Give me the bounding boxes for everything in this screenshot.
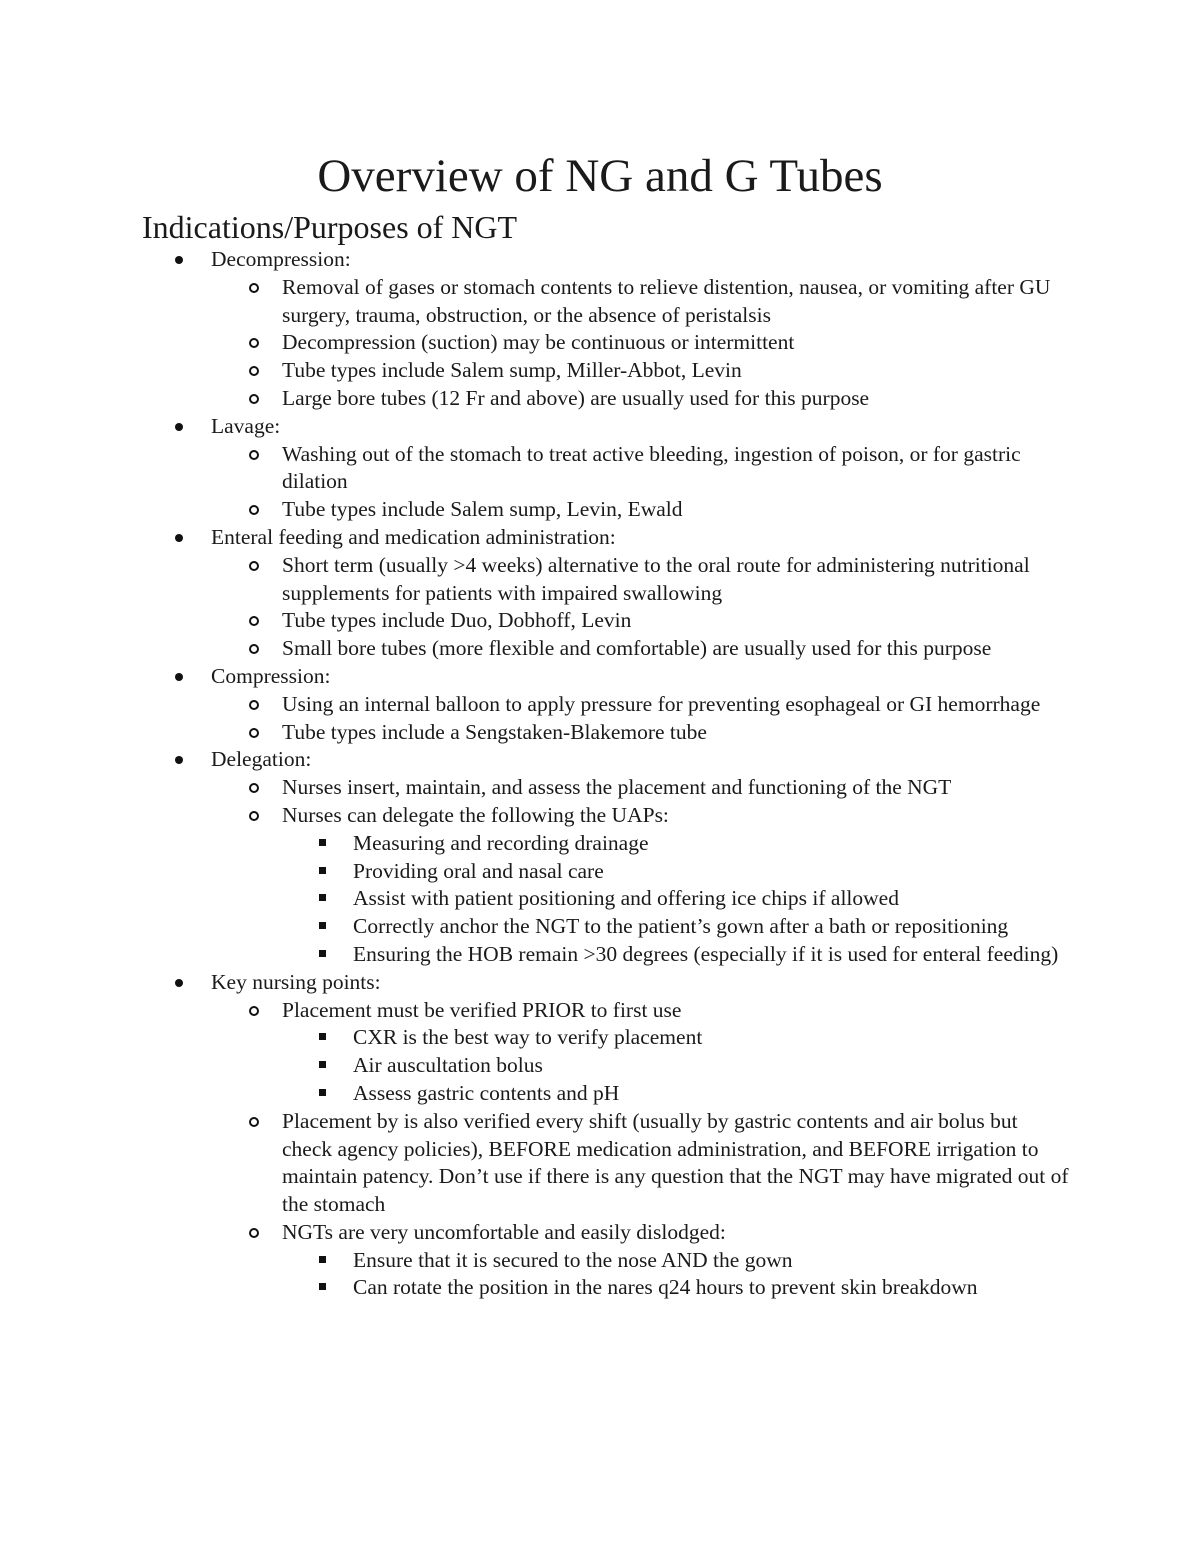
sub-list-item-text: Tube types include Salem sump, Miller-Abbot, Levin — [282, 358, 742, 383]
list-item — [0, 413, 1200, 524]
sub-list-item-text: Tube types include Salem sump, Levin, Ewald — [282, 497, 683, 522]
sub-list-item-text: Nurses insert, maintain, and assess the placement and functioning of the NGT — [282, 775, 952, 800]
list-item-label: Delegation: — [211, 747, 312, 772]
sub-list-item-text: Small bore tubes (more flexible and comfortable) are usually used for this purpose — [282, 636, 992, 661]
bullet-circle-icon — [249, 338, 259, 348]
sub-list — [0, 774, 1200, 969]
sub-list-item — [0, 274, 1200, 330]
sub-list-item — [0, 607, 1200, 635]
sub-list-item — [0, 1219, 1200, 1302]
bullet-square-icon — [319, 894, 326, 901]
bullet-square-icon — [319, 922, 326, 929]
bullet-circle-icon — [249, 394, 259, 404]
sub-list-item-text: Decompression (suction) may be continuous or intermittent — [282, 330, 795, 355]
sub-list-item — [0, 719, 1200, 747]
sub-sub-list-item-text: CXR is the best way to verify placement — [353, 1025, 703, 1050]
list-item — [0, 524, 1200, 663]
sub-sub-list-item-text: Providing oral and nasal care — [353, 858, 604, 883]
sub-sub-list-item-text: Correctly anchor the NGT to the patient’s gown after a bath or repositioning — [353, 914, 1009, 939]
sub-list-item — [0, 329, 1200, 357]
bullet-disc-icon — [175, 423, 183, 431]
sub-sub-list-item — [0, 830, 1200, 858]
sub-sub-list-item — [0, 913, 1200, 941]
sub-list — [0, 691, 1200, 747]
bullet-circle-icon — [249, 283, 259, 293]
bullet-circle-icon — [249, 561, 259, 571]
sub-list-item — [0, 552, 1200, 608]
bullet-circle-icon — [249, 728, 259, 738]
sub-list-item-text: Placement must be verified PRIOR to first use — [282, 997, 682, 1022]
sub-list-item — [0, 997, 1200, 1108]
sub-list-item-text: Short term (usually >4 weeks) alternative to the oral route for administering nutritional supplements for patients with impaired swallowing — [282, 552, 1030, 605]
bullet-square-icon — [319, 1283, 326, 1290]
sub-list-item — [0, 691, 1200, 719]
sub-sub-list-item — [0, 1274, 1200, 1302]
sub-list — [0, 274, 1200, 413]
page-title: Overview of NG and G Tubes — [317, 150, 883, 202]
sub-list-item-text: Nurses can delegate the following the UAPs: — [282, 802, 669, 827]
sub-sub-list — [0, 1024, 1200, 1107]
sub-list-item — [0, 802, 1200, 969]
sub-sub-list-item — [0, 1080, 1200, 1108]
list-item — [0, 969, 1200, 1303]
list-item — [0, 663, 1200, 746]
bullet-square-icon — [319, 950, 326, 957]
sub-list-item — [0, 1108, 1200, 1219]
sub-list-item-text: Tube types include a Sengstaken-Blakemore tube — [282, 719, 707, 744]
list-item-label: Decompression: — [211, 247, 351, 271]
bullet-square-icon — [319, 1256, 326, 1263]
sub-sub-list-item — [0, 941, 1200, 969]
bullet-circle-icon — [249, 783, 259, 793]
bullet-circle-icon — [249, 700, 259, 710]
bullet-circle-icon — [249, 1006, 259, 1016]
bullet-circle-icon — [249, 644, 259, 654]
sub-list-item — [0, 441, 1200, 497]
sub-sub-list-item-text: Ensuring the HOB remain >30 degrees (especially if it is used for enteral feeding) — [353, 941, 1059, 966]
sub-sub-list-item-text: Assess gastric contents and pH — [353, 1080, 620, 1105]
bullet-disc-icon — [175, 534, 183, 542]
sub-list-item-text: NGTs are very uncomfortable and easily dislodged: — [282, 1219, 726, 1244]
bullet-disc-icon — [175, 979, 183, 987]
bullet-circle-icon — [249, 450, 259, 460]
bullet-circle-icon — [249, 1228, 259, 1238]
sub-sub-list-item-text: Measuring and recording drainage — [353, 830, 649, 855]
list-item-label: Enteral feeding and medication administration: — [211, 524, 616, 549]
bullet-square-icon — [319, 1061, 326, 1068]
bullet-circle-icon — [249, 505, 259, 515]
list-item-label: Compression: — [211, 663, 331, 688]
sub-sub-list-item-text: Can rotate the position in the nares q24 hours to prevent skin breakdown — [353, 1275, 978, 1300]
bullet-square-icon — [319, 839, 326, 846]
sub-list — [0, 552, 1200, 663]
list-item — [0, 746, 1200, 968]
sub-sub-list-item-text: Ensure that it is secured to the nose AND the gown — [353, 1247, 793, 1272]
sub-list-item-text: Washing out of the stomach to treat active bleeding, ingestion of poison, or for gastric dilation — [282, 441, 1021, 494]
bullet-circle-icon — [249, 1117, 259, 1127]
bullet-circle-icon — [249, 366, 259, 376]
sub-sub-list-item-text: Air auscultation bolus — [353, 1053, 543, 1078]
sub-list-item-text: Tube types include Duo, Dobhoff, Levin — [282, 608, 632, 633]
sub-list-item — [0, 774, 1200, 802]
bullet-square-icon — [319, 867, 326, 874]
bullet-square-icon — [319, 1033, 326, 1040]
sub-list-item — [0, 385, 1200, 413]
sub-sub-list-item — [0, 858, 1200, 886]
bullet-circle-icon — [249, 616, 259, 626]
sub-list-item — [0, 635, 1200, 663]
sub-sub-list-item — [0, 885, 1200, 913]
bullet-list — [0, 246, 1200, 1302]
list-item-label: Lavage: — [211, 413, 281, 438]
sub-sub-list-item — [0, 1247, 1200, 1275]
bullet-disc-icon — [175, 756, 183, 764]
bullet-square-icon — [319, 1089, 326, 1096]
list-item-label: Key nursing points: — [211, 969, 381, 994]
sub-list-item — [0, 496, 1200, 524]
sub-sub-list-item — [0, 1024, 1200, 1052]
bullet-disc-icon — [175, 673, 183, 681]
bullet-circle-icon — [249, 811, 259, 821]
sub-sub-list-item-text: Assist with patient positioning and offering ice chips if allowed — [353, 886, 899, 911]
section-heading: Indications/Purposes of NGT — [142, 209, 518, 245]
sub-sub-list — [0, 1247, 1200, 1303]
sub-sub-list — [0, 830, 1200, 969]
bullet-list-container — [0, 246, 1200, 1302]
list-item — [0, 246, 1200, 413]
sub-list — [0, 997, 1200, 1303]
sub-list-item-text: Large bore tubes (12 Fr and above) are usually used for this purpose — [282, 385, 870, 410]
bullet-disc-icon — [175, 256, 183, 264]
sub-list — [0, 441, 1200, 524]
sub-sub-list-item — [0, 1052, 1200, 1080]
sub-list-item — [0, 357, 1200, 385]
sub-list-item-text: Placement by is also verified every shift (usually by gastric contents and air bolus but check agency policies), BEFORE medication administration, and BEFORE irrigation to maintain patency. Don’t use if there is any question that the NGT may have migrated out of the stomach — [282, 1108, 1069, 1217]
sub-list-item-text: Using an internal balloon to apply pressure for preventing esophageal or GI hemorrhage — [282, 691, 1041, 716]
sub-list-item-text: Removal of gases or stomach contents to relieve distention, nausea, or vomiting after GU surgery, trauma, obstruction, or the absence of peristalsis — [282, 274, 1051, 327]
